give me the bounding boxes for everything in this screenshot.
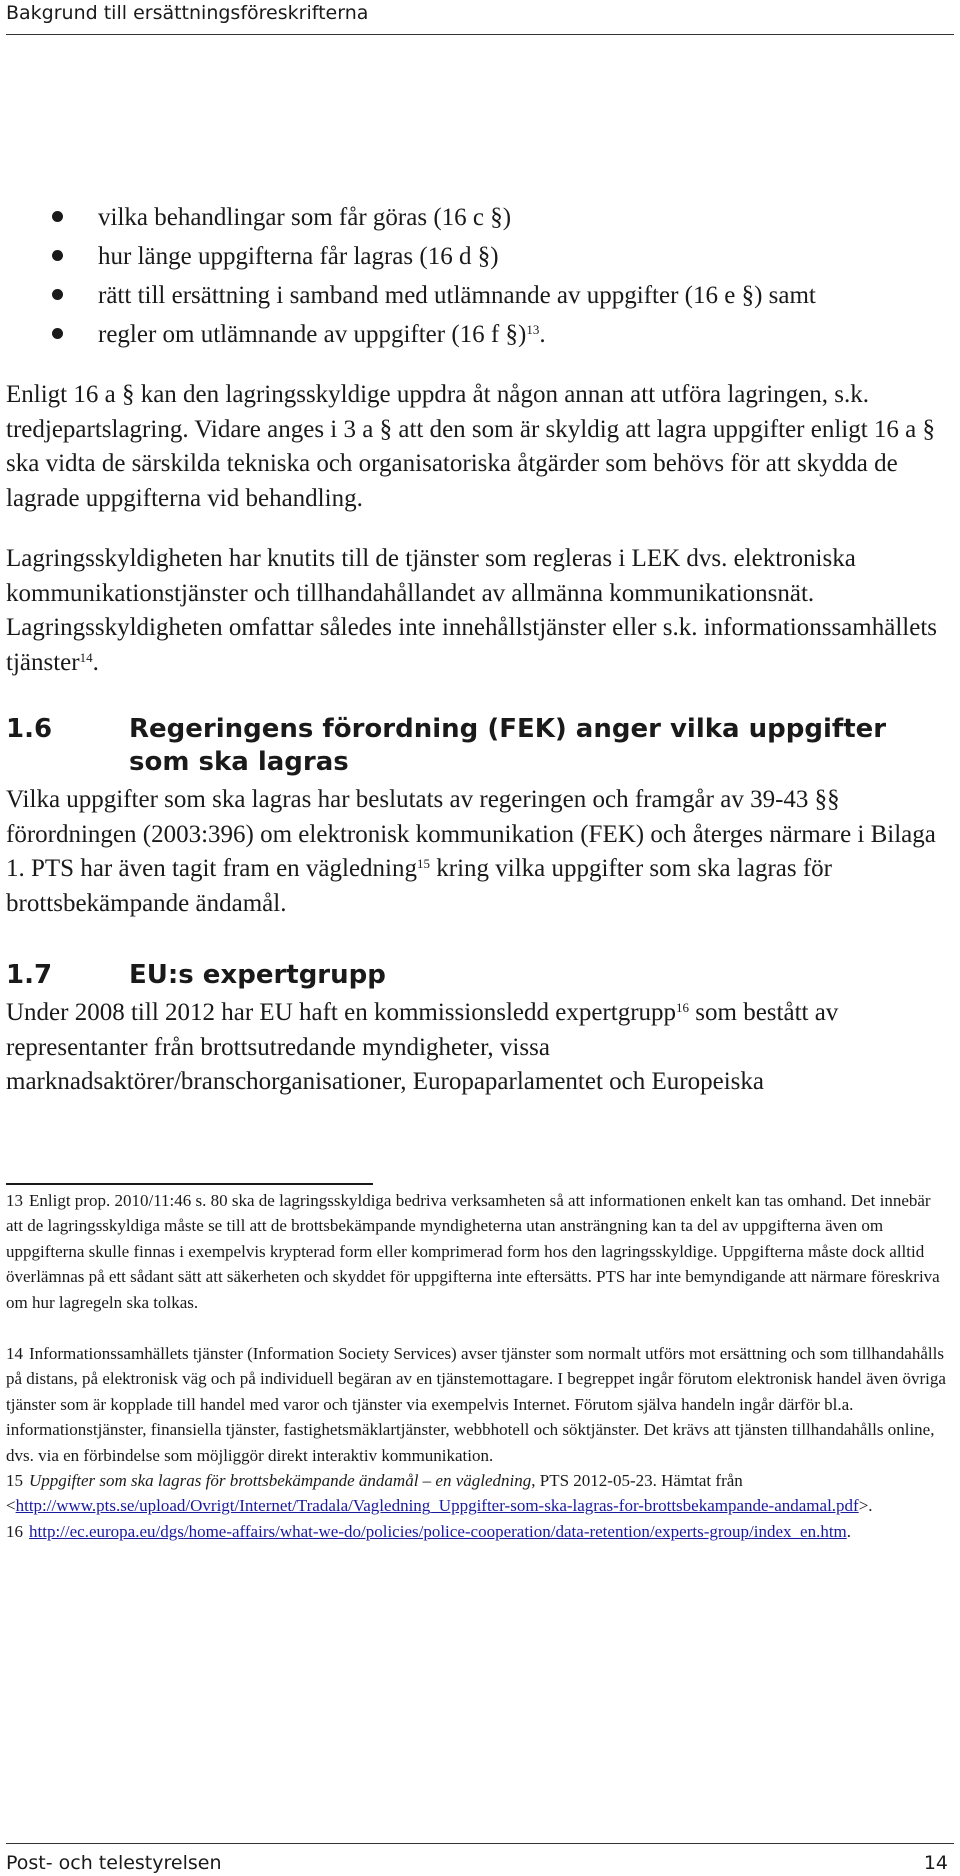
bullet-icon — [52, 289, 63, 300]
footer-publisher: Post- och telestyrelsen — [6, 1852, 222, 1874]
bullet-icon — [52, 211, 63, 222]
page-number: 14 — [923, 1852, 948, 1874]
footnote-16: 16 http://ec.europa.eu/dgs/home-affairs/what-we-do/policies/police-cooperation/data-retention/experts-group/index_en.htm. — [6, 1521, 852, 1541]
section-number: 1.7 — [6, 960, 53, 990]
footnote-15: 15 Uppgifter som ska lagras för brottsbekämpande ändamål – en vägledning, PTS 2012-05-23. Hämtat från <http://www.pts.se/upload/Ovrigt/Internet/Tradala/Vagledning_Uppgifter-som-ska-lagras-for-brottsbekampande-andamal.pdf>. — [6, 1471, 873, 1516]
footnote-ref[interactable]: 15 — [417, 856, 430, 871]
footnote-link[interactable]: http://ec.europa.eu/dgs/home-affairs/what-we-do/policies/police-cooperation/data-retention/experts-group/index_en.htm — [29, 1521, 847, 1541]
footnote-link[interactable]: http://www.pts.se/upload/Ovrigt/Internet/Tradala/Vagledning_Uppgifter-som-ska-lagras-for-brottsbekampande-andamal.pdf — [15, 1496, 859, 1516]
footnote-ref[interactable]: 13 — [526, 322, 540, 337]
section-heading-1-7 — [6, 959, 946, 992]
running-footer — [6, 1843, 954, 1876]
footnotes — [6, 1188, 950, 1544]
paragraph-section-1-6: Vilka uppgifter som ska lagras har beslutats av regeringen och framgår av 39-43 §§ förordningen (2003:396) om elektronisk kommunikation (FEK) och återges närmare i Bilaga 1. PTS har även tagit fram en vägledning$^{15}$ kring vilka uppgifter som ska lagras för brottsbekämpande ändamål. — [6, 786, 936, 917]
section-heading-1-6 — [6, 713, 946, 779]
bullet-icon — [52, 250, 63, 261]
footnote-divider — [6, 1183, 373, 1185]
footnote-13: 13 Enligt prop. 2010/11:46 s. 80 ska de lagringsskyldiga bedriva verksamheten så att informationen enkelt kan tas omhand. Det innebär att de lagringsskyldiga måste se till att de brottsbekämpande myndigheterna utan ansträngning kan ta del av uppgifterna även om uppgifterna skulle finnas i exempelvis krypterad form eller komprimerad form hos den lagringsskyldige. Uppgifterna måste dock alltid överlämnas på ett sådant sätt att säkerheten och skyddet för uppgifterna inte eftersätts. PTS har inte bemyndigande att närmare föreskriva om hur lagregeln ska tolkas. — [6, 1191, 940, 1312]
paragraph-storage-third-party: Enligt 16 a § kan den lagringsskyldige uppdra åt någon annan att utföra lagringen, s.k. tredjepartslagring. Vidare anges i 3 a § att den som är skyldig att lagra uppgifter enligt 16 a § ska vidta de särskilda tekniska och organisatoriska åtgärder som behövs för att skydda de lagrade uppgifterna vid behandling. — [6, 381, 936, 512]
body-text — [6, 198, 946, 1100]
header-title: Bakgrund till ersättningsföreskrifterna — [6, 2, 369, 24]
section-title: EU:s expertgrupp — [129, 960, 386, 990]
bullet-icon — [52, 328, 63, 339]
footnote-ref[interactable]: 16 — [676, 1000, 690, 1015]
section-number: 1.6 — [6, 714, 53, 744]
list-item: regler om utlämnande av uppgifter (16 f §)$^{13}$. — [6, 315, 946, 354]
list-item: hur länge uppgifterna får lagras (16 d §) — [6, 237, 946, 276]
section-title: Regeringens förordning (FEK) anger vilka uppgifter som ska lagras — [129, 714, 887, 777]
footnote-14: 14 Informationssamhällets tjänster (Information Society Services) avser tjänster som normalt utförs mot ersättning och som tillhandahålls på distans, på elektronisk väg och på individuell begäran av en tjänstemottagare. I begreppet ingår förutom elektronisk handel även övriga tjänster som är kopplade till handel med varor och tjänster via exempelvis Internet. Förutom själva handeln ingår därför bl.a. informationstjänster, finansiella tjänster, fastighetsmäklartjänster, webbhotell och söktjänster. Det krävs att tjänsten tillhandahålls online, dvs. via en förbindelse som möjliggör direkt interaktiv kommunikation. — [6, 1344, 946, 1465]
footnote-ref[interactable]: 14 — [79, 649, 93, 665]
paragraph-storage-scope: Lagringsskyldigheten har knutits till de tjänster som regleras i LEK dvs. elektroniska kommunikationstjänster och tillhandahållandet av allmänna kommunikationsnät. Lagringsskyldigheten omfattar således inte innehållstjänster eller s.k. informationssamhällets tjänster$^{14}$. — [6, 545, 938, 676]
list-item: vilka behandlingar som får göras (16 c §) — [6, 198, 946, 237]
running-header — [6, 0, 954, 35]
paragraph-section-1-7: Under 2008 till 2012 har EU haft en kommissionsledd expertgrupp$^{16}$ som bestått av representanter från brottsutredande myndigheter, vissa marknadsaktörer/branschorganisationer, Europaparlamentet och Europeiska — [6, 999, 839, 1095]
list-item: rätt till ersättning i samband med utlämnande av uppgifter (16 e §) samt — [6, 276, 946, 315]
bullet-list — [6, 198, 946, 354]
